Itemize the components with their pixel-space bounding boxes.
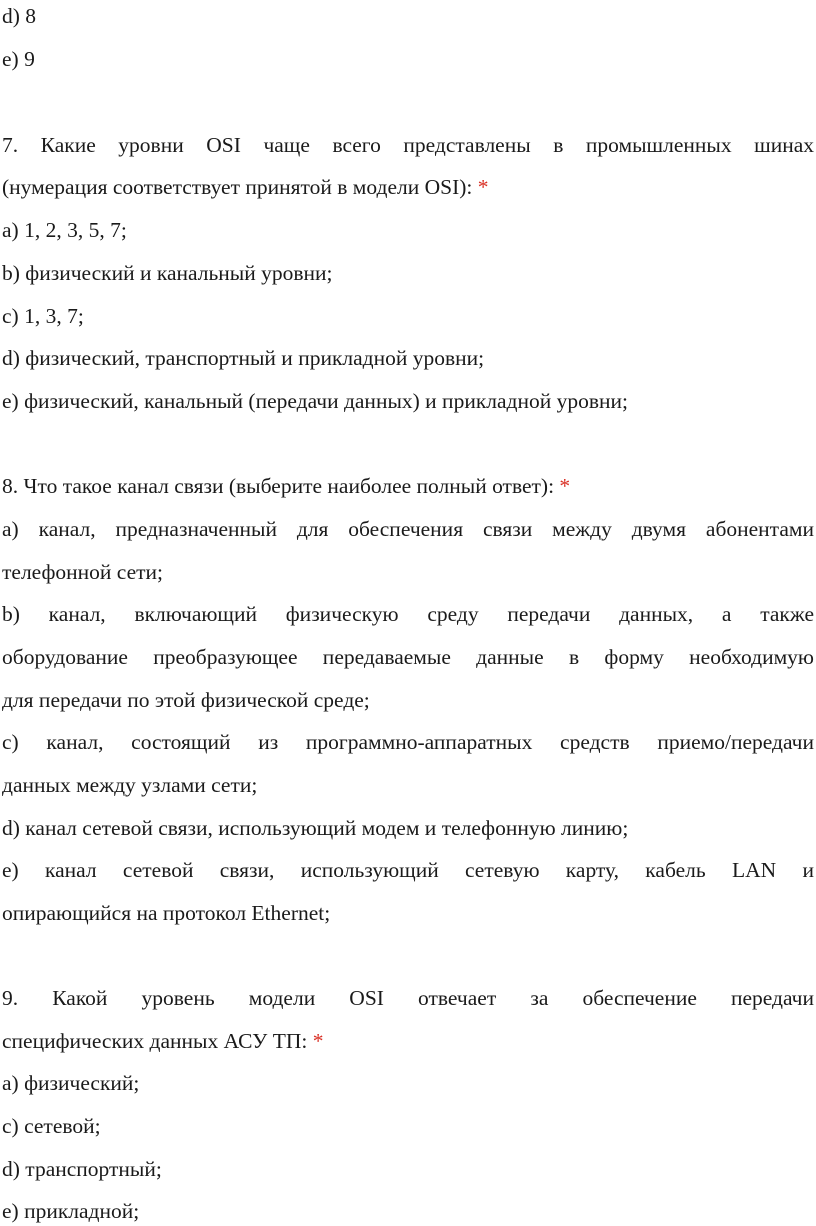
answer-option: c) 1, 3, 7; xyxy=(2,304,84,328)
answer-option: e) физический, канальный (передачи данных) и прикладной уровни; xyxy=(2,389,628,413)
question-7-text-cont xyxy=(2,177,489,199)
answer-option: d) 8 xyxy=(2,4,37,28)
required-asterisk: * xyxy=(477,175,489,199)
answer-option: e) 9 xyxy=(2,47,35,71)
question-8-text-body: 8. Что такое канал связи (выберите наиболее полный ответ): xyxy=(2,474,555,498)
answer-option: d) канал сетевой связи, использующий модем и телефонную линию; xyxy=(2,816,629,840)
answer-option-cont: для передачи по этой физической среде; xyxy=(2,688,370,712)
answer-option-cont: опирающийся на протокол Ethernet; xyxy=(2,901,331,925)
required-asterisk: * xyxy=(312,1029,324,1053)
question-8-text xyxy=(2,476,570,498)
answer-option: c) канал, состоящий из программно-аппаратных средств приемо/передачи xyxy=(2,730,814,754)
answer-option: e) канал сетевой связи, использующий сетевую карту, кабель LAN и xyxy=(2,858,814,882)
answer-option: a) 1, 2, 3, 5, 7; xyxy=(2,218,127,242)
answer-option-cont: данных между узлами сети; xyxy=(2,773,258,797)
answer-option: e) прикладной; xyxy=(2,1199,140,1223)
question-9-text-cont xyxy=(2,1031,323,1053)
answer-option: a) физический; xyxy=(2,1071,140,1095)
answer-option: b) физический и канальный уровни; xyxy=(2,261,333,285)
answer-option: d) физический, транспортный и прикладной уровни; xyxy=(2,346,485,370)
answer-option: a) канал, предназначенный для обеспечения связи между двумя абонентами xyxy=(2,517,814,541)
answer-option: b) канал, включающий физическую среду передачи данных, а также xyxy=(2,602,814,626)
question-9-text-end: специфических данных АСУ ТП: xyxy=(2,1029,308,1053)
answer-option-cont: оборудование преобразующее передаваемые данные в форму необходимую xyxy=(2,645,814,669)
answer-option-cont: телефонной сети; xyxy=(2,560,164,584)
required-asterisk: * xyxy=(559,474,571,498)
question-7-text: 7. Какие уровни OSI чаще всего представлены в промышленных шинах xyxy=(2,133,814,157)
question-9-text: 9. Какой уровень модели OSI отвечает за обеспечение передачи xyxy=(2,986,814,1010)
question-7-text-end: (нумерация соответствует принятой в модели OSI): xyxy=(2,175,473,199)
answer-option: d) транспортный; xyxy=(2,1157,162,1181)
answer-option: c) сетевой; xyxy=(2,1114,101,1138)
